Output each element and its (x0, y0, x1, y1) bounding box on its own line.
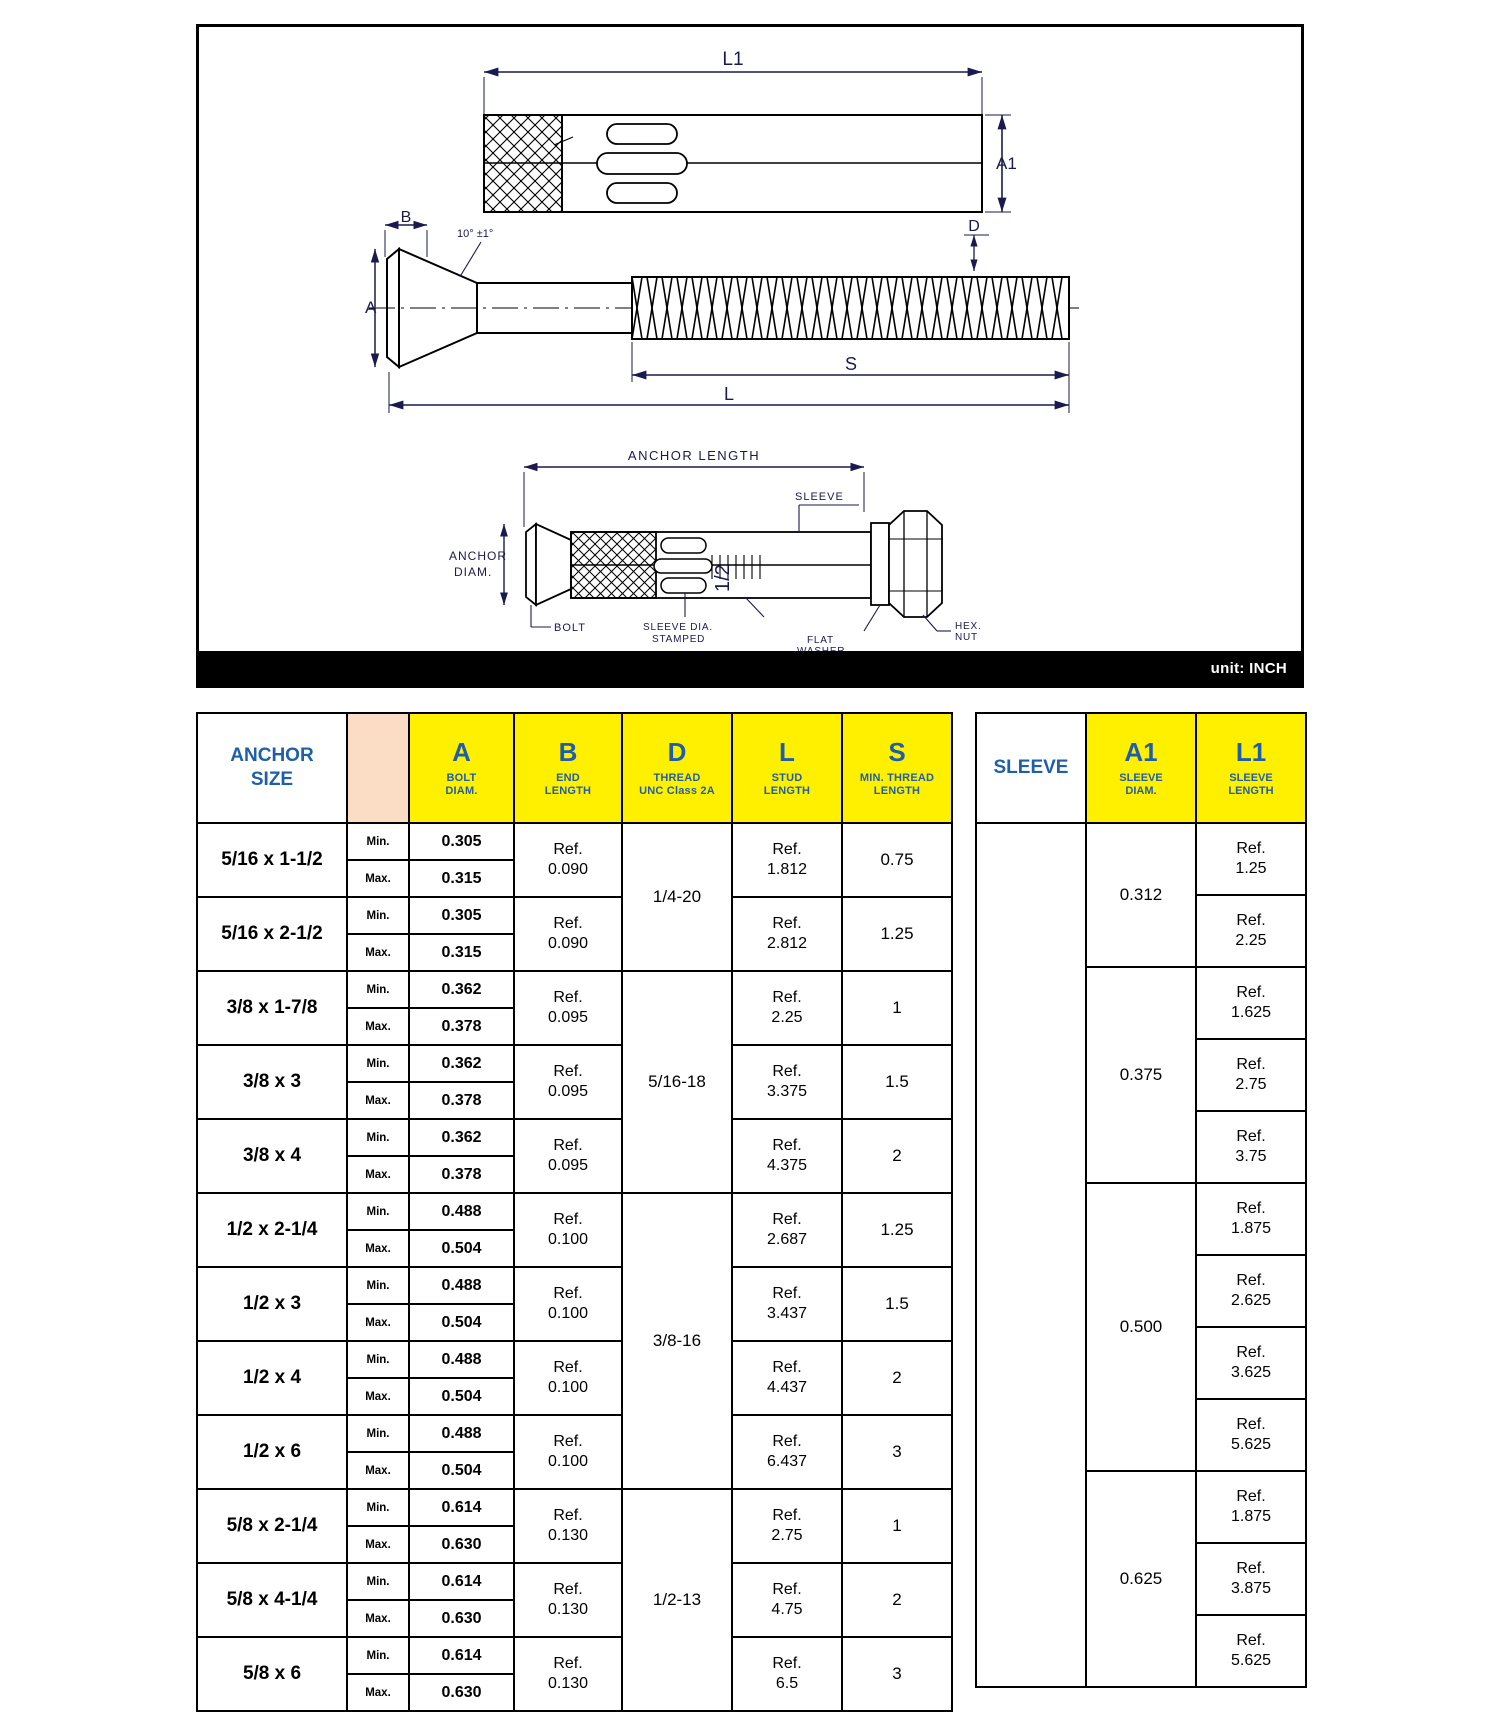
cell-bolt-diam-max: 0.630 (409, 1674, 514, 1711)
cell-max-label: Max. (347, 1082, 409, 1119)
table-row (197, 1415, 952, 1452)
cell-sleeve-length: Ref. 1.25 (1196, 823, 1306, 895)
header-col-L (732, 713, 842, 823)
cell-anchor-size: 1/2 x 2-1/4 (197, 1193, 347, 1267)
cell-min-label: Min. (347, 1415, 409, 1452)
sleeve-table-body (976, 823, 1306, 1687)
table-row (197, 971, 952, 1008)
header-col-A-desc-2: DIAM. (445, 784, 478, 797)
cell-stud-length: Ref. 6.5 (732, 1637, 842, 1711)
cell-end-length: Ref. 0.095 (514, 971, 622, 1045)
cell-stud-length: Ref. 4.75 (732, 1563, 842, 1637)
cell-min-label: Min. (347, 1563, 409, 1600)
header-col-L-desc-1: STUD (771, 772, 803, 785)
cell-max-label: Max. (347, 1230, 409, 1267)
cell-end-length: Ref. 0.095 (514, 1119, 622, 1193)
dim-label-L: L (723, 384, 735, 404)
label-flat-washer: FLAT (807, 635, 834, 646)
cell-sleeve-length: Ref. 2.625 (1196, 1255, 1306, 1327)
cell-anchor-size: 5/8 x 2-1/4 (197, 1489, 347, 1563)
cell-sleeve-length: Ref. 1.875 (1196, 1183, 1306, 1255)
header-col-L-symbol: L (779, 737, 795, 768)
bolt-view (365, 209, 1079, 413)
table-row (197, 1341, 952, 1378)
cell-min-thread-length: 1.25 (842, 1193, 952, 1267)
cell-sleeve-length: Ref. 1.875 (1196, 1471, 1306, 1543)
cell-stud-length: Ref. 2.25 (732, 971, 842, 1045)
cell-min-label: Min. (347, 1637, 409, 1674)
unit-bar (199, 651, 1301, 685)
cell-anchor-size: 5/8 x 4-1/4 (197, 1563, 347, 1637)
cell-bolt-diam-min: 0.362 (409, 1045, 514, 1082)
dim-label-A: A (365, 298, 377, 317)
cell-anchor-size: 3/8 x 4 (197, 1119, 347, 1193)
technical-drawing-panel (196, 24, 1304, 688)
header-col-S-desc-1: MIN. THREAD (859, 772, 935, 785)
cell-bolt-diam-max: 0.315 (409, 860, 514, 897)
cell-max-label: Max. (347, 1526, 409, 1563)
cell-min-thread-length: 1 (842, 971, 952, 1045)
cell-max-label: Max. (347, 1600, 409, 1637)
unit-label: unit: INCH (1210, 659, 1287, 677)
cell-thread: 1/2-13 (622, 1489, 732, 1711)
label-stamp-value: 1/2 (712, 564, 734, 592)
cell-bolt-diam-max: 0.378 (409, 1156, 514, 1193)
header-anchor-size-line2: SIZE (250, 769, 294, 790)
cell-end-length: Ref. 0.100 (514, 1341, 622, 1415)
table-row (197, 1563, 952, 1600)
cell-sleeve-diam: 0.625 (1086, 1471, 1196, 1687)
cell-min-thread-length: 2 (842, 1119, 952, 1193)
dim-label-B: B (400, 209, 412, 226)
table-row (197, 1193, 952, 1230)
header-col-L1-desc-1: SLEEVE (1229, 772, 1273, 785)
label-bolt: BOLT (554, 622, 586, 634)
cell-min-label: Min. (347, 1341, 409, 1378)
label-sleeve-dia-stamped-2: STAMPED (652, 634, 706, 645)
cell-max-label: Max. (347, 1674, 409, 1711)
header-col-A1 (1086, 713, 1196, 823)
table-row (197, 823, 952, 860)
table-row (197, 1489, 952, 1526)
table-row (197, 897, 952, 934)
cell-stud-length: Ref. 1.812 (732, 823, 842, 897)
cell-sleeve-length: Ref. 2.25 (1196, 895, 1306, 967)
cell-bolt-diam-min: 0.488 (409, 1341, 514, 1378)
cell-bolt-diam-min: 0.614 (409, 1563, 514, 1600)
dim-label-D: D (968, 218, 980, 235)
cell-sleeve-length: Ref. 2.75 (1196, 1039, 1306, 1111)
cell-bolt-diam-min: 0.362 (409, 1119, 514, 1156)
cell-min-label: Min. (347, 1489, 409, 1526)
cell-max-label: Max. (347, 1452, 409, 1489)
cell-stud-length: Ref. 3.375 (732, 1045, 842, 1119)
cell-thread: 3/8-16 (622, 1193, 732, 1489)
cell-max-label: Max. (347, 1304, 409, 1341)
main-table-body (197, 823, 952, 1711)
label-anchor-diam-2: DIAM. (454, 565, 493, 579)
header-col-L1 (1196, 713, 1306, 823)
cell-end-length: Ref. 0.130 (514, 1563, 622, 1637)
cell-sleeve-diam: 0.500 (1086, 1183, 1196, 1471)
cell-bolt-diam-max: 0.504 (409, 1378, 514, 1415)
cell-min-thread-length: 1 (842, 1489, 952, 1563)
cell-stud-length: Ref. 2.75 (732, 1489, 842, 1563)
cell-min-label: Min. (347, 823, 409, 860)
header-col-A1-symbol: A1 (1124, 737, 1158, 768)
header-col-S (842, 713, 952, 823)
cell-bolt-diam-min: 0.488 (409, 1193, 514, 1230)
cell-min-label: Min. (347, 1045, 409, 1082)
cell-anchor-size: 5/16 x 1-1/2 (197, 823, 347, 897)
anchor-drawing (199, 27, 1301, 685)
cell-anchor-size: 5/8 x 6 (197, 1637, 347, 1711)
header-col-D-symbol: D (667, 737, 687, 768)
header-col-L1-symbol: L1 (1235, 737, 1267, 768)
cell-bolt-diam-min: 0.614 (409, 1489, 514, 1526)
cell-end-length: Ref. 0.130 (514, 1637, 622, 1711)
cell-sleeve-diam: 0.312 (1086, 823, 1196, 967)
header-col-S-desc-2: LENGTH (873, 784, 921, 797)
dim-label-angle: 10° ±1° (457, 228, 494, 240)
table-row (197, 1119, 952, 1156)
cell-min-label: Min. (347, 897, 409, 934)
header-col-A-symbol: A (452, 737, 471, 768)
cell-min-thread-length: 1.25 (842, 897, 952, 971)
cell-anchor-size: 1/2 x 4 (197, 1341, 347, 1415)
cell-bolt-diam-min: 0.488 (409, 1267, 514, 1304)
cell-anchor-size: 1/2 x 3 (197, 1267, 347, 1341)
header-col-A (409, 713, 514, 823)
dim-label-S: S (844, 354, 858, 374)
header-col-B (514, 713, 622, 823)
label-hex-nut-2: NUT (955, 632, 978, 643)
cell-bolt-diam-max: 0.378 (409, 1082, 514, 1119)
table-row (197, 1637, 952, 1674)
header-col-B-symbol: B (558, 737, 578, 768)
table-row (976, 823, 1306, 895)
cell-sleeve-length: Ref. 3.625 (1196, 1327, 1306, 1399)
cell-end-length: Ref. 0.090 (514, 823, 622, 897)
cell-min-thread-length: 2 (842, 1563, 952, 1637)
cell-anchor-size: 5/16 x 2-1/2 (197, 897, 347, 971)
table-row (197, 1045, 952, 1082)
header-col-A1-desc-2: DIAM. (1125, 784, 1157, 797)
cell-bolt-diam-max: 0.378 (409, 1008, 514, 1045)
main-table-header (197, 713, 952, 823)
header-col-L-desc-2: LENGTH (763, 784, 811, 797)
header-col-D (622, 713, 732, 823)
header-anchor-size-line1: ANCHOR (230, 745, 314, 767)
cell-stud-length: Ref. 3.437 (732, 1267, 842, 1341)
cell-thread: 5/16-18 (622, 971, 732, 1193)
header-col-B-desc-1: END (556, 772, 580, 785)
cell-bolt-diam-max: 0.630 (409, 1526, 514, 1563)
cell-bolt-diam-min: 0.488 (409, 1415, 514, 1452)
header-col-A-desc-1: BOLT (446, 772, 477, 785)
label-hex-nut: HEX. (955, 621, 982, 632)
cell-sleeve-diam: 0.375 (1086, 967, 1196, 1183)
assembly-view (449, 448, 982, 657)
cell-end-length: Ref. 0.100 (514, 1267, 622, 1341)
cell-min-label: Min. (347, 971, 409, 1008)
label-anchor-length: ANCHOR LENGTH (627, 448, 761, 463)
cell-min-thread-length: 1.5 (842, 1267, 952, 1341)
cell-sleeve-length: Ref. 5.625 (1196, 1399, 1306, 1471)
cell-stud-length: Ref. 6.437 (732, 1415, 842, 1489)
cell-max-label: Max. (347, 1008, 409, 1045)
dim-label-L1: L1 (722, 49, 744, 70)
cell-min-thread-length: 1.5 (842, 1045, 952, 1119)
cell-end-length: Ref. 0.095 (514, 1045, 622, 1119)
header-anchor-size (197, 713, 347, 823)
cell-max-label: Max. (347, 860, 409, 897)
cell-min-label: Min. (347, 1119, 409, 1156)
cell-bolt-diam-max: 0.504 (409, 1452, 514, 1489)
header-col-D-desc-2: UNC Class 2A (639, 784, 715, 797)
cell-sleeve-spacer (976, 823, 1086, 1687)
cell-sleeve-length: Ref. 3.875 (1196, 1543, 1306, 1615)
cell-anchor-size: 3/8 x 3 (197, 1045, 347, 1119)
anchor-size-table (196, 712, 953, 1712)
cell-bolt-diam-max: 0.315 (409, 934, 514, 971)
header-col-A1-desc-1: SLEEVE (1119, 772, 1163, 785)
label-anchor-diam: ANCHOR (449, 549, 508, 563)
cell-bolt-diam-max: 0.504 (409, 1304, 514, 1341)
cell-stud-length: Ref. 4.375 (732, 1119, 842, 1193)
cell-max-label: Max. (347, 934, 409, 971)
cell-bolt-diam-min: 0.305 (409, 897, 514, 934)
cell-bolt-diam-max: 0.504 (409, 1230, 514, 1267)
header-col-B-desc-2: LENGTH (544, 784, 592, 797)
cell-min-label: Min. (347, 1267, 409, 1304)
cell-end-length: Ref. 0.130 (514, 1489, 622, 1563)
cell-max-label: Max. (347, 1378, 409, 1415)
cell-min-thread-length: 3 (842, 1637, 952, 1711)
cell-stud-length: Ref. 2.812 (732, 897, 842, 971)
cell-bolt-diam-max: 0.630 (409, 1600, 514, 1637)
cell-end-length: Ref. 0.100 (514, 1193, 622, 1267)
cell-sleeve-length: Ref. 1.625 (1196, 967, 1306, 1039)
header-col-L1-desc-2: LENGTH (1228, 784, 1274, 797)
header-minmax-spacer (347, 713, 409, 823)
dim-label-A1: A1 (996, 154, 1017, 173)
cell-sleeve-length: Ref. 5.625 (1196, 1615, 1306, 1687)
cell-anchor-size: 1/2 x 6 (197, 1415, 347, 1489)
cell-stud-length: Ref. 4.437 (732, 1341, 842, 1415)
cell-max-label: Max. (347, 1156, 409, 1193)
cell-bolt-diam-min: 0.362 (409, 971, 514, 1008)
cell-sleeve-length: Ref. 3.75 (1196, 1111, 1306, 1183)
cell-end-length: Ref. 0.100 (514, 1415, 622, 1489)
cell-min-thread-length: 0.75 (842, 823, 952, 897)
cell-end-length: Ref. 0.090 (514, 897, 622, 971)
cell-min-thread-length: 3 (842, 1415, 952, 1489)
header-col-D-desc-1: THREAD (653, 772, 701, 785)
cell-anchor-size: 3/8 x 1-7/8 (197, 971, 347, 1045)
cell-bolt-diam-min: 0.305 (409, 823, 514, 860)
cell-min-label: Min. (347, 1193, 409, 1230)
table-row (197, 1267, 952, 1304)
cell-thread: 1/4-20 (622, 823, 732, 971)
label-sleeve: SLEEVE (795, 491, 844, 503)
cell-stud-length: Ref. 2.687 (732, 1193, 842, 1267)
sleeve-table (975, 712, 1307, 1688)
sleeve-table-header (976, 713, 1306, 823)
label-sleeve-dia-stamped: SLEEVE DIA. (643, 622, 713, 633)
cell-bolt-diam-min: 0.614 (409, 1637, 514, 1674)
header-sleeve-title: SLEEVE (976, 713, 1086, 823)
header-col-S-symbol: S (888, 737, 906, 768)
sleeve-view (484, 49, 1017, 212)
cell-min-thread-length: 2 (842, 1341, 952, 1415)
